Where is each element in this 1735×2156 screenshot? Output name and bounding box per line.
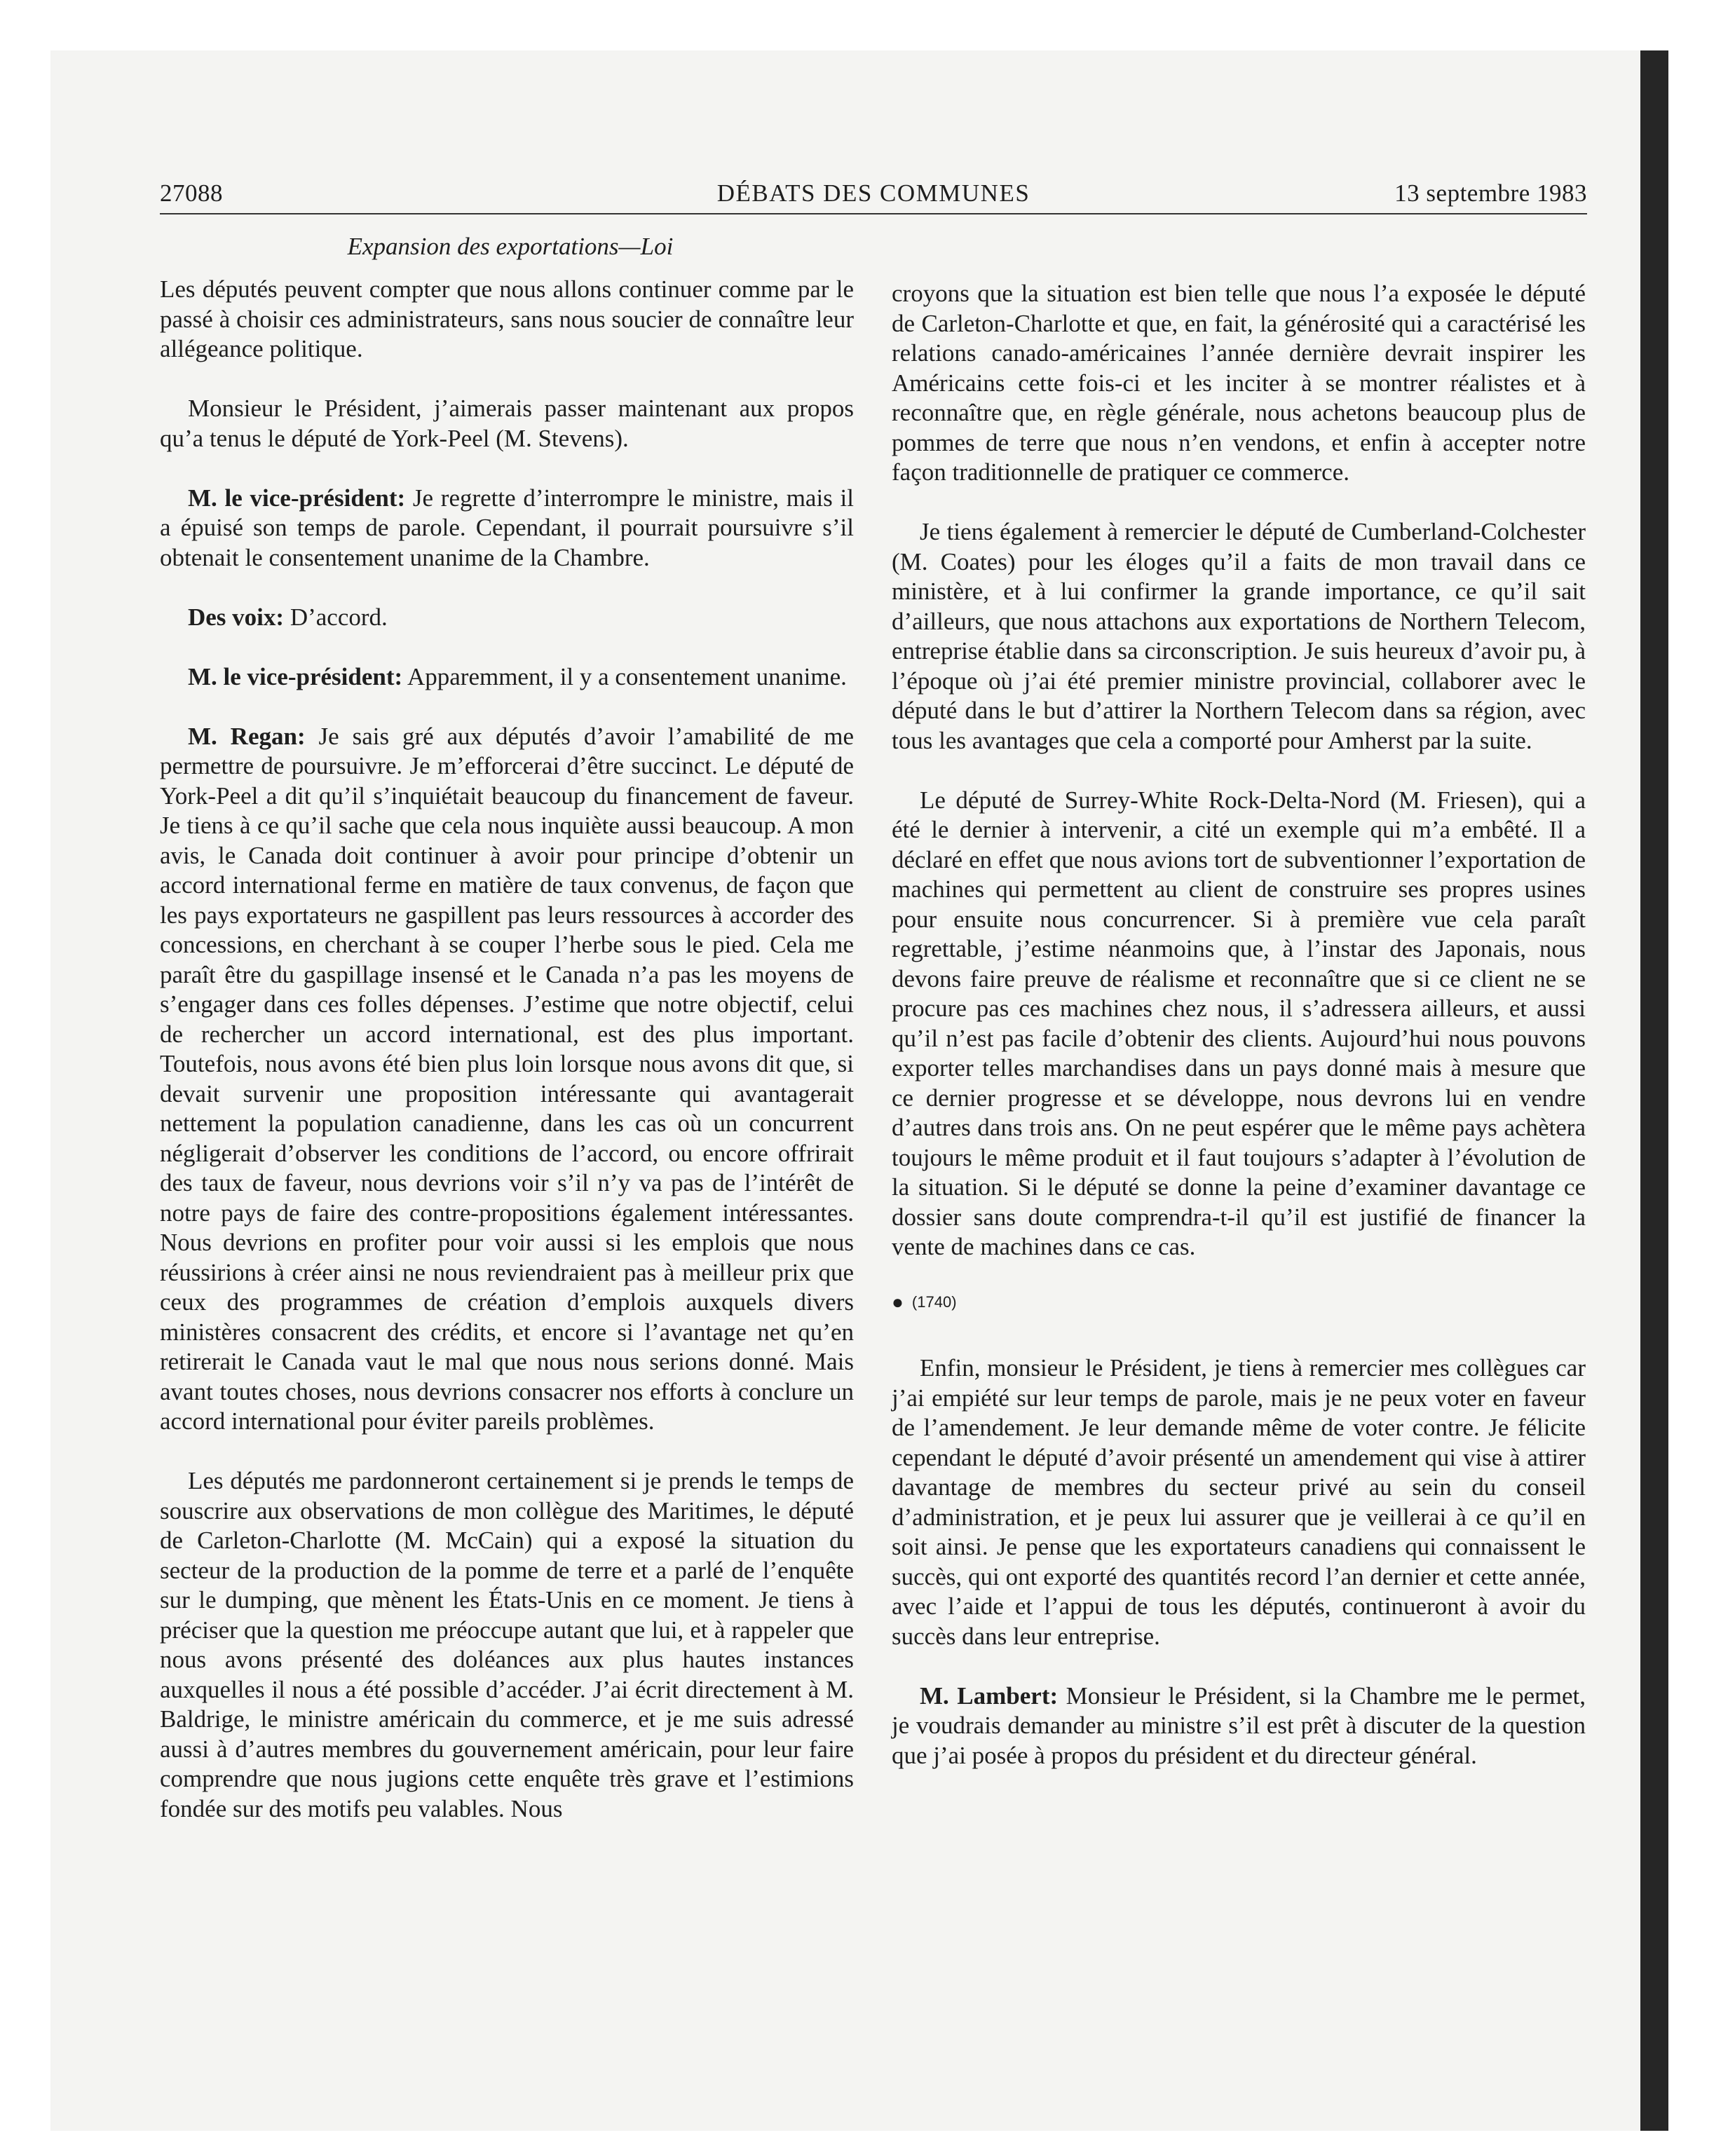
- paragraph-text: Je sais gré aux députés d’avoir l’amabilité de me permettre de poursuivre. Je m’efforcerai d’être succinct. Le député de York-Peel a dit qu’il s’inquiétait beaucoup du financement de faveur. Je tiens à ce qu’il sache que cela nous inquiète aussi beaucoup. A mon avis, le Canada doit continuer à avoir pour principe d’obtenir un accord international ferme en matière de taux convenus, de façon que les pays exportateurs ne gaspillent pas leurs ressources à accorder des concessions, en cherchant à se couper l’herbe sous le pied. Cela me paraît être du gaspillage insensé et le Canada n’a pas les moyens de s’engager dans ces folles dépenses. J’estime que notre objectif, celui de rechercher un accord international, est des plus important. Toutefois, nous avons été bien plus loin lorsque nous avons dit que, si devait survenir une proposition intéressante qui avantagerait nettement la population canadienne, dans les cas où un concurrent négligerait d’observer les conditions de l’accord, ou encore offrirait des taux de faveur, nous devrions voir s’il n’y va pas de l’intérêt de notre pays de faire des contre-propositions également intéressantes. Nous devrions en profiter pour voir aussi si les emplois que nous réussirions à créer ainsi ne nous reviendraient pas à meilleur prix que ceux des programmes de création d’emplois auxquels divers ministères consacrent des crédits, et encore si l’avantage net qu’en retirerait le Canada vaut le mal que nous nous serions donné. Mais avant toutes choses, nous devrions consacrer nos efforts à conclure un accord international pour éviter pareils problèmes.: [160, 722, 855, 1435]
- paragraph: [892, 279, 1586, 488]
- paragraph-text: Monsieur le Président, si la Chambre me le permet, je voudrais demander au ministre s’il est prêt à discuter de la question que j’ai posée à propos du président et du directeur général.: [892, 1681, 1586, 1769]
- publication-title: DÉBATS DES COMMUNES: [716, 179, 1030, 207]
- header-rule: [160, 213, 1587, 214]
- paragraph-text: Les députés me pardonneront certainement si je prends le temps de souscrire aux observations de mon collègue des Maritimes, le député de Carleton-Charlotte (M. McCain) qui a exposé la situation du secteur de la production de la pomme de terre et a parlé de l’enquête sur le dumping, que mènent les États-Unis en ce moment. Je tiens à préciser que la question me préoccupe autant que lui, et à rappeler que nous avons présenté des doléances aux plus hautes instances auxquelles il nous a été possible d’accéder. J’ai écrit directement à M. Baldrige, le ministre américain du commerce, et je me suis adressé aussi à d’autres membres du gouvernement américain, pour leur faire comprendre que nous jugions cette enquête très grave et l’estimions fondée sur des motifs peu valables. Nous: [160, 1467, 854, 1822]
- page-date: 13 septembre 1983: [1394, 179, 1587, 207]
- paragraph-text: Je regrette d’interrompre le ministre, mais il a épuisé son temps de parole. Cependant, il pourrait poursuivre s’il obtenait le consentement unanime de la Chambre.: [160, 484, 854, 571]
- speaker-name: M. le vice-président:: [188, 662, 403, 690]
- page-header: [160, 179, 1587, 213]
- paragraph: [892, 1681, 1586, 1771]
- paragraph: [160, 1466, 854, 1824]
- speaker-name: M. le vice-président:: [188, 484, 406, 512]
- paragraph: [160, 275, 854, 364]
- paragraph: [892, 517, 1586, 756]
- speaker-name: Des voix:: [188, 603, 285, 631]
- right-column: [892, 279, 1586, 1801]
- left-column: [160, 275, 854, 1854]
- speaker-name: M. Lambert:: [920, 1681, 1059, 1710]
- paragraph-text: Apparemment, il y a consentement unanime.: [407, 662, 847, 690]
- paragraph: [160, 394, 854, 453]
- speaker-name: M. Regan:: [188, 722, 306, 750]
- page-number: 27088: [160, 179, 223, 207]
- paragraph-text: Monsieur le Président, j’aimerais passer maintenant aux propos qu’a tenus le député de York-Peel (M. Stevens).: [160, 395, 854, 452]
- time-marker-text: (1740): [911, 1293, 957, 1311]
- paragraph: [892, 786, 1586, 1262]
- paragraph-text: Je tiens également à remercier le député de Cumberland-Colchester (M. Coates) pour les éloges qu’il a faits de mon travail dans ce ministère, et à lui confirmer la grande importance, ce qu’il sait d’ailleurs, que nous attachons aux exportations de Northern Telecom, entreprise établie dans sa circonscription. Je suis heureux d’avoir pu, à l’époque où j’ai été premier ministre provincial, collaborer avec le député dans le but d’attirer la Northern Telecom dans sa région, avec tous les avantages que cela a comporté pour Amherst par la suite.: [892, 518, 1586, 754]
- paragraph: [160, 662, 854, 692]
- section-subheading: Expansion des exportations—Loi: [347, 233, 674, 260]
- paragraph-text: D’accord.: [290, 603, 388, 631]
- paragraph: [892, 1353, 1586, 1651]
- paragraph: [160, 484, 854, 573]
- paragraph-text: croyons que la situation est bien telle que nous l’a exposée le député de Carleton-Charlotte et que, en fait, la générosité qui a caractérisé les relations canado-américaines l’année dernière devrait inspirer les Américains cette fois-ci et les inciter à se montrer réalistes et à reconnaître que, en règle générale, nous achetons beaucoup plus de pommes de terre que nous n’en vendons, et enfin à accepter notre façon traditionnelle de pratiquer ce commerce.: [892, 280, 1586, 486]
- time-marker: [892, 1292, 1586, 1313]
- paragraph-text: Les députés peuvent compter que nous allons continuer comme par le passé à choisir ces administrateurs, sans nous soucier de connaître leur allégeance politique.: [160, 275, 854, 362]
- paragraph: [160, 603, 854, 633]
- paragraph-text: Le député de Surrey-White Rock-Delta-Nord (M. Friesen), qui a été le dernier à intervenir, a cité un exemple qui m’a embêté. Il a déclaré en effet que nous avions tort de subventionner l’exportation de machines qui permettent au client de construire ses propres usines pour ensuite nous concurrencer. Si à première vue cela paraît regrettable, j’estime néanmoins que, à l’instar des Japonais, nous devons faire preuve de réalisme et reconnaître que si ce client ne se procure pas ces machines chez nous, il s’adressera ailleurs, et aussi qu’il n’est pas facile d’obtenir des clients. Aujourd’hui nous pouvons exporter telles marchandises dans un pays donné mais à mesure que ce dernier progresse et se développe, nous devrons lui en vendre d’autres dans trois ans. On ne peut espérer que le même pays achètera toujours le même produit et il faut toujours s’adapter à l’évolution de la situation. Si le député se donne la peine d’examiner davantage ce dossier sans doute comprendra-t-il qu’il est justifié de financer la vente de machines dans ce cas.: [892, 786, 1586, 1260]
- scan-edge-shadow: [1640, 50, 1668, 2131]
- bullet-icon: ●: [892, 1291, 904, 1313]
- paragraph: [160, 722, 854, 1437]
- paragraph-text: Enfin, monsieur le Président, je tiens à remercier mes collègues car j’ai empiété sur leur temps de parole, mais je ne peux voter en faveur de l’amendement. Je leur demande même de voter contre. Je félicite cependant le député d’avoir présenté un amendement qui vise à attirer davantage de membres du secteur privé au sein du conseil d’administration, et je peux lui assurer que je veillerai à ce qu’il en soit ainsi. Je pense que les exportateurs canadiens qui connaissent le succès, qui ont exporté des quantités record l’an dernier et cette année, avec l’aide et l’appui de tous les députés, continueront à avoir du succès dans leur entreprise.: [892, 1354, 1586, 1650]
